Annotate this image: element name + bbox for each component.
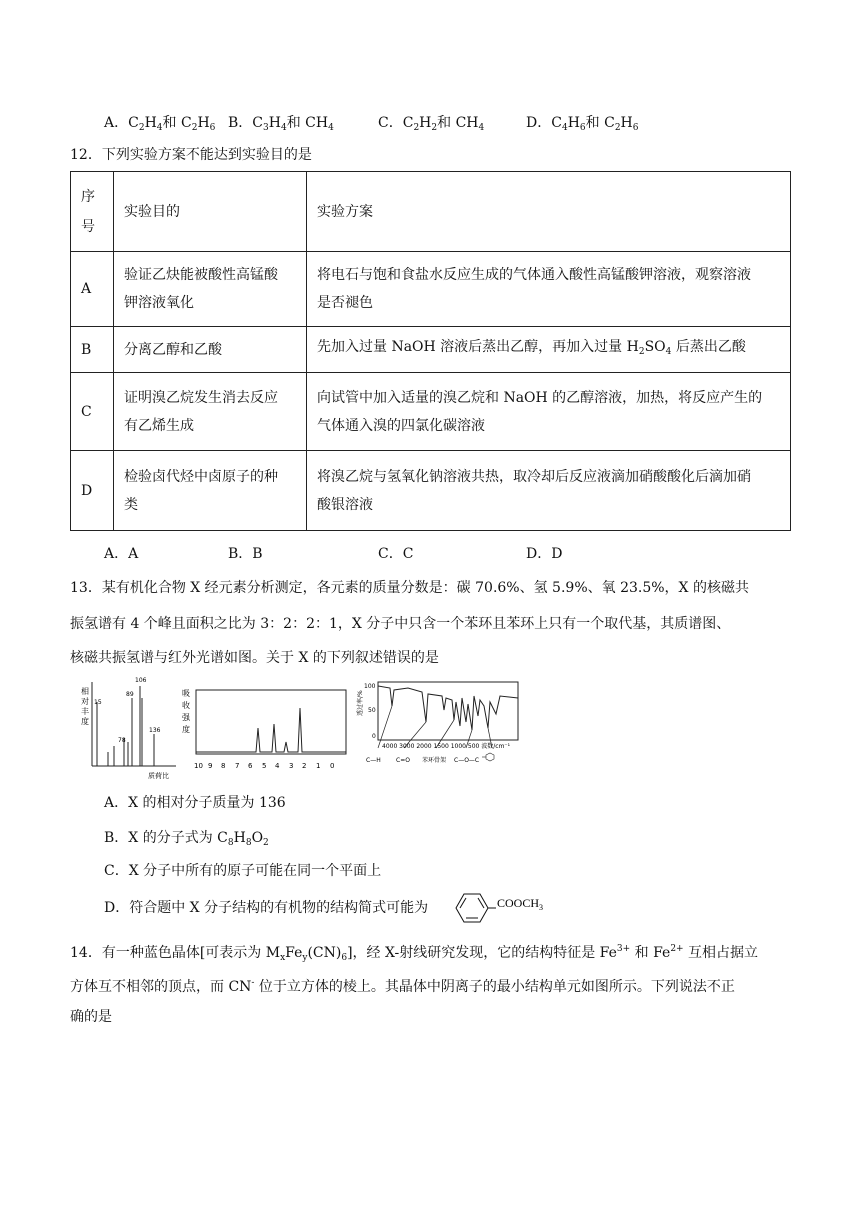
- q13-option-c[interactable]: C．X 分子中所有的原子可能在同一个平面上: [104, 863, 382, 879]
- q14-line-2: 方体互不相邻的顶点，而 CN- 位于立方体的棱上。其晶体中阴离子的最小结构单元如图所示。下列说法不正: [70, 978, 735, 995]
- q14-line-1: 14．有一种蓝色晶体[可表示为 $M_xFe_y(CN)_6$]，经 X-射线研究发现，它的结构特征是 $Fe^{3+}$ 和 $Fe^{2+}$ 互相占据立: [70, 944, 759, 963]
- q12-table: [70, 171, 791, 531]
- methyl-benzoate-structure: [452, 888, 562, 928]
- ir-label: C—H: [366, 757, 381, 764]
- ms-peak-label: 15: [94, 699, 102, 706]
- q11-option-c[interactable]: C．$C_2H_2$和 $CH_4$: [378, 115, 485, 133]
- q12-option-c[interactable]: C．C: [378, 546, 414, 562]
- q13-option-b[interactable]: B．X 的分子式为 $C_8H_8O_2$: [104, 830, 269, 848]
- ir-xticks: 4000 3000 2000 1500 1000 500 波数/cm⁻¹: [382, 743, 510, 750]
- q11-option-a[interactable]: A．$C_2H_4$和 $C_2H_6$: [104, 115, 216, 133]
- nmr-ticks: 10 9 8 7 6 5 4 3 2 1 0: [194, 762, 335, 770]
- ms-peak-label: 89: [126, 691, 134, 698]
- table-row: [71, 252, 791, 327]
- row-seq: C: [71, 373, 114, 451]
- ms-peak-label: 136: [149, 727, 161, 734]
- ir-label: C—O—C: [454, 757, 480, 764]
- ir-label: C=O: [396, 757, 410, 764]
- q11-options: [104, 113, 639, 138]
- q12-options: [104, 544, 562, 564]
- benzene-small-icon: [482, 753, 494, 761]
- nmr-trace: [196, 708, 346, 752]
- row-plan: 向试管中加入适量的溴乙烷和 NaOH 的乙醇溶液，加热，将反应产生的 气体通入溴的四氯化碳溶液: [307, 373, 791, 451]
- row-plan: 先加入过量 NaOH 溶液后蒸出乙醇，再加入过量 $H_2SO_4$ 后蒸出乙酸: [307, 327, 791, 373]
- q12-option-a[interactable]: A．A: [104, 546, 139, 562]
- q12-option-d[interactable]: D．D: [526, 546, 563, 562]
- q13-option-d[interactable]: D．符合题中 X 分子结构的有机物的结构简式可能为: [104, 900, 429, 916]
- row-seq: D: [71, 451, 114, 531]
- header-plan: 实验方案: [307, 172, 791, 252]
- table-row: [71, 373, 791, 451]
- ms-peak-label: 78: [118, 737, 126, 744]
- row-aim: 分离乙醇和乙酸: [114, 327, 307, 373]
- q13-option-a[interactable]: A．X 的相对分子质量为 136: [104, 795, 286, 811]
- header-aim: 实验目的: [114, 172, 307, 252]
- q11-option-b[interactable]: B．$C_3H_4$和 $CH_4$: [228, 115, 334, 133]
- ir-ytick: 50: [368, 707, 376, 714]
- q13-stem-line-2: 振氢谱有 4 个峰且面积之比为 3：2：2：1，X 分子中只含一个苯环且苯环上只有一个取代基，其质谱图、: [70, 616, 731, 632]
- nmr-ylabel: 吸收强度: [182, 689, 190, 734]
- ms-xlabel: 质荷比: [148, 772, 169, 780]
- header-seq: 序 号: [71, 172, 114, 252]
- ir-trace: [378, 686, 518, 730]
- q13-stem-line-3: 核磁共振氢谱与红外光谱如图。关于 X 的下列叙述错误的是: [70, 650, 439, 666]
- table-row: [71, 327, 791, 373]
- ir-label: 苯环骨架: [422, 757, 447, 764]
- ir-ytick: 100: [364, 683, 376, 690]
- table-header-row: [71, 172, 791, 252]
- row-seq: B: [71, 327, 114, 373]
- benzene-ring-icon: [456, 894, 488, 922]
- q14-line-3: 确的是: [70, 1009, 112, 1025]
- row-aim: 验证乙炔能被酸性高锰酸 钾溶液氧化: [114, 252, 307, 327]
- mass-spectrum: [81, 677, 176, 780]
- row-plan: 将电石与饱和食盐水反应生成的气体通入酸性高锰酸钾溶液，观察溶液 是否褪色: [307, 252, 791, 327]
- ir-ytick: 0: [372, 733, 376, 740]
- row-seq: A: [71, 252, 114, 327]
- q12-stem: 12．下列实验方案不能达到实验目的是: [70, 147, 312, 163]
- ester-group-label: $COOCH_3$: [497, 896, 544, 912]
- q12-option-b[interactable]: B．B: [228, 546, 263, 562]
- q11-option-d[interactable]: D．$C_4H_6$和 $C_2H_6$: [526, 115, 639, 133]
- nmr-spectrum: [182, 689, 346, 770]
- row-aim: 证明溴乙烷发生消去反应 有乙烯生成: [114, 373, 307, 451]
- ms-ylabel: 相对丰度: [81, 687, 89, 726]
- row-aim: 检验卤代烃中卤原子的种 类: [114, 451, 307, 531]
- ir-ylabel: 透过率/%: [357, 690, 364, 716]
- q13-stem-line-1: 13．某有机化合物 X 经元素分析测定，各元素的质量分数是：碳 70.6%、氢 5.9%、氧 23.5%，X 的核磁共: [70, 580, 749, 596]
- q13-spectra-figure: [72, 676, 532, 780]
- row-plan: 将溴乙烷与氢氧化钠溶液共热，取冷却后反应液滴加硝酸酸化后滴加硝 酸银溶液: [307, 451, 791, 531]
- ms-peak-label: 106: [135, 677, 147, 684]
- table-row: [71, 451, 791, 531]
- ir-spectrum: [356, 682, 518, 764]
